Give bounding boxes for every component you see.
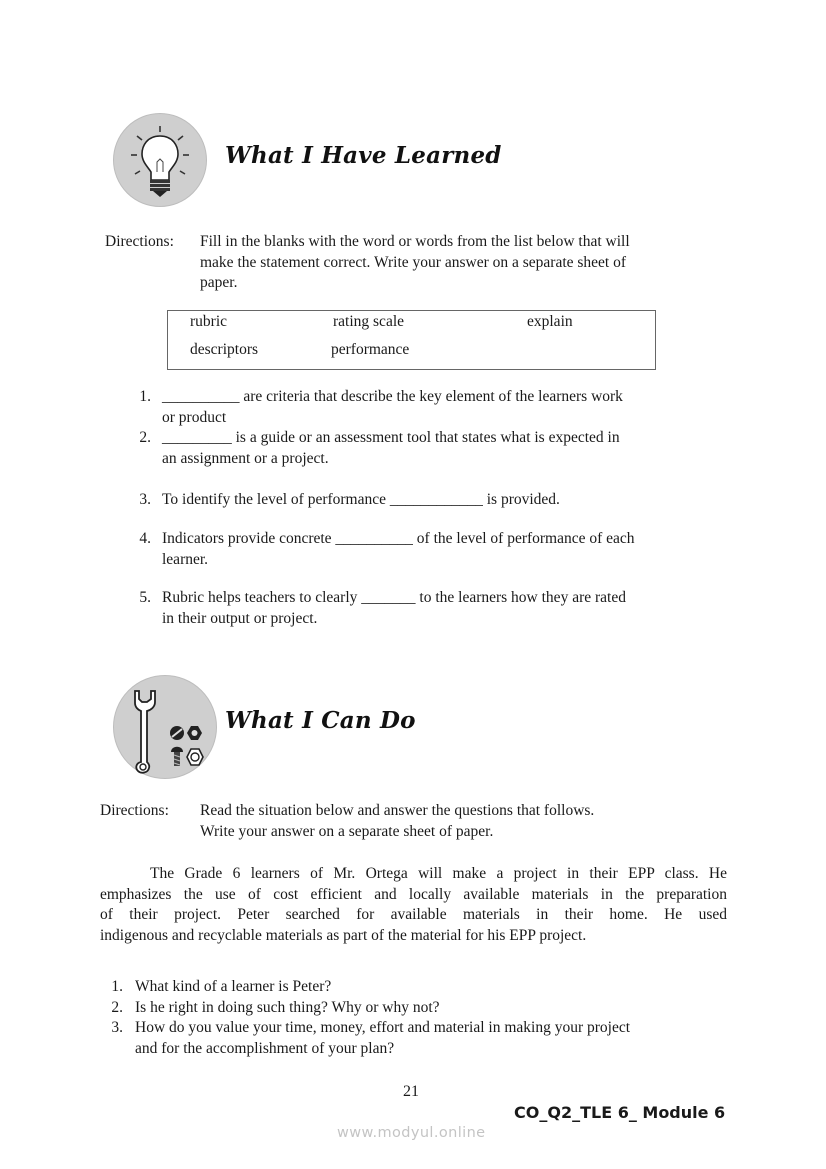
directions-label: Directions:: [100, 802, 169, 819]
question-line: Is he right in doing such thing? Why or why not?: [135, 999, 440, 1016]
lightbulb-icon: [113, 113, 207, 207]
watermark: www.modyul.online: [337, 1125, 486, 1141]
word-bank-item: explain: [527, 313, 573, 330]
question-text: [135, 977, 735, 998]
item-line: Indicators provide concrete __________ of the level of performance of each: [162, 530, 635, 547]
item-line: Rubric helps teachers to clearly _______ to the learners how they are rated: [162, 589, 626, 606]
item-number: 5.: [139, 589, 151, 606]
directions-line: paper.: [200, 274, 238, 291]
section-title-what-i-can-do: What I Can Do: [225, 707, 416, 734]
situation-line: emphasizes the use of cost efficient and locally available materials in the preparation: [100, 885, 727, 903]
question-number: 2.: [111, 999, 123, 1016]
question-line: What kind of a learner is Peter?: [135, 978, 332, 995]
situation-line: of their project. Peter searched for available materials in their home. He used: [100, 906, 727, 923]
question-line: and for the accomplishment of your plan?: [135, 1039, 395, 1057]
question-number: 3.: [111, 1019, 123, 1036]
item-number: 3.: [139, 491, 151, 508]
question-line: How do you value your time, money, effort and material in making your project: [135, 1019, 631, 1036]
situation-line: indigenous and recyclable materials as part of the material for his EPP project.: [100, 926, 587, 944]
item-line: in their output or project.: [162, 609, 318, 627]
item-line: or product: [162, 408, 227, 426]
situation-line: The Grade 6 learners of Mr. Ortega will make a project in their EPP class. He: [150, 865, 727, 882]
item-text: [162, 387, 732, 428]
directions-line: make the statement correct. Write your answer on a separate sheet of: [200, 253, 627, 271]
item-text: [162, 490, 732, 511]
directions-line: Fill in the blanks with the word or words from the list below that will: [200, 233, 630, 250]
situation-paragraph: [100, 864, 727, 946]
directions-line: Write your answer on a separate sheet of paper.: [200, 822, 494, 840]
directions-label: Directions:: [105, 233, 174, 250]
item-line: an assignment or a project.: [162, 449, 329, 467]
word-bank-item: rubric: [190, 313, 228, 330]
item-number: 2.: [139, 429, 151, 446]
item-line: learner.: [162, 550, 209, 568]
question-text: [135, 1018, 735, 1059]
word-bank-item: performance: [331, 341, 410, 358]
question-number: 1.: [111, 978, 123, 995]
directions-text: [200, 801, 730, 842]
page-number: 21: [403, 1083, 419, 1100]
item-number: 4.: [139, 530, 151, 547]
item-line: _________ is a guide or an assessment tool that states what is expected in: [162, 429, 620, 446]
item-line: To identify the level of performance ____________ is provided.: [162, 491, 560, 508]
item-line: __________ are criteria that describe the key element of the learners work: [162, 388, 623, 405]
word-bank-item: descriptors: [190, 341, 259, 358]
directions-line: Read the situation below and answer the questions that follows.: [200, 802, 595, 819]
module-code: CO_Q2_TLE 6_ Module 6: [514, 1103, 726, 1122]
item-number: 1.: [139, 388, 151, 405]
item-text: [162, 529, 732, 570]
directions-text: [200, 232, 730, 294]
section-title-what-i-have-learned: What I Have Learned: [225, 142, 502, 169]
word-bank-item: rating scale: [333, 313, 405, 330]
item-text: [162, 428, 732, 469]
word-bank-box: [167, 310, 656, 370]
item-text: [162, 588, 732, 629]
wrench-and-bolts-icon: [113, 675, 217, 779]
question-text: [135, 998, 735, 1019]
